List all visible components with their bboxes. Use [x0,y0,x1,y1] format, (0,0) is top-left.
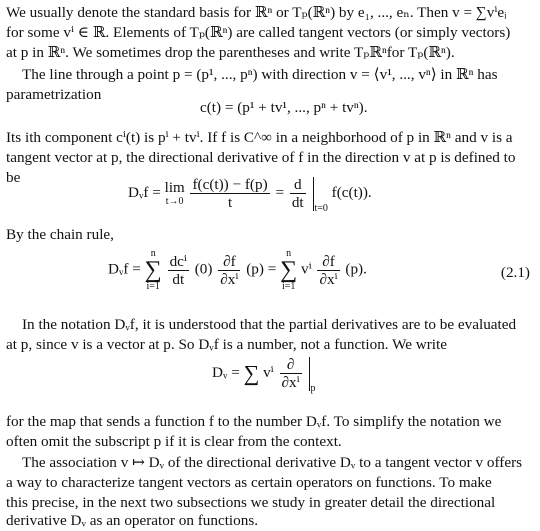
paragraph-5-line-2: often omit the subscript p if it is clear from the context. [6,433,342,450]
paragraph-3-line-2: tangent vector at p, the directional derivative of f in the direction v at p is defined to [6,149,516,166]
paragraph-2-line-1: The line through a point p = (p¹, ..., pⁿ) with direction v = ⟨v¹, ..., vⁿ⟩ in ℝⁿ has [22,66,498,83]
equation-chain-rule [108,248,367,292]
paragraph-5-line-1: for the map that sends a function f to the number Dᵥf. To simplify the notation we [6,413,502,430]
eval-at-p-equals: (p) = [246,260,277,278]
sum-upper-limit-2: n [286,248,292,259]
frac-dci: dcⁱ [169,252,187,270]
derivative-d: d [290,176,306,194]
sum-lower-limit: i=1 [146,281,160,292]
fraction-partial-2 [317,253,339,288]
partial-f-1: ∂f [218,253,240,271]
equals-sign: = [275,183,285,201]
sum-upper-limit: n [150,248,156,259]
limit-label: lim [164,180,185,196]
limit-operator [165,180,185,207]
paragraph-3-line-1: Its ith component cⁱ(t) is pⁱ + tvⁱ. If f is C^∞ in a neighborhood of p in ℝⁿ and v is a [6,129,513,146]
paragraph-1-line-1: We usually denote the standard basis for ℝⁿ or Tₚ(ℝⁿ) by e₁, ..., eₙ. Then v = ∑vⁱeᵢ [6,4,507,21]
sum-operator-2: n ∑ i=1 [280,248,298,292]
paragraph-6-line-4: derivative Dᵥ as an operator on functions. [6,512,259,529]
limit-subscript: t→0 [165,196,184,207]
derivative-dt: dt [291,194,304,211]
frac-dt: dt [172,270,185,288]
equation-number: (2.1) [500,264,530,281]
partial-top: ∂ [280,356,302,374]
eq-def-lhs: Dᵥf = [128,183,161,201]
sum-symbol: ∑ [243,360,260,386]
equation-operator-dv [212,356,315,399]
eval-at-zero: (0) [194,260,213,278]
fraction-partial-1 [218,253,240,288]
paragraph-6-line-2: a way to characterize tangent vectors as certain operators on functions. To make [6,474,492,491]
component-vi-dv: vⁱ [263,363,274,381]
partial-xi-1: ∂xⁱ [220,270,239,288]
eq-dv-lhs: Dᵥ = [212,363,240,381]
equation-line-parametrization: c(t) = (p¹ + tv¹, ..., pⁿ + tvⁿ). [200,99,368,116]
fraction-dci-dt [168,253,189,288]
chain-rule-text: By the chain rule, [6,226,114,243]
partial-f-2: ∂f [317,253,339,271]
equation-directional-derivative-definition [128,176,372,219]
eq-chain-lhs: Dᵥf = [108,260,141,278]
sum-lower-limit-2: i=1 [281,281,296,292]
component-vi: vⁱ [301,260,312,278]
eq-def-rhs: f(c(t)). [331,183,372,201]
paragraph-1-line-2: for some vⁱ ∈ ℝ. Elements of Tₚ(ℝⁿ) are called tangent vectors (or simply vectors) [6,24,511,41]
sum-operator-1: n ∑ i=1 [144,248,162,292]
paragraph-4-line-1: In the notation Dᵥf, it is understood that the partial derivatives are to be evaluated [22,316,517,333]
paragraph-1-line-3: at p in ℝⁿ. We sometimes drop the parentheses and write Tₚℝⁿfor Tₚ(ℝⁿ). [6,44,455,61]
difference-quotient [190,176,269,211]
evaluation-point-p: p [310,382,316,394]
partial-bottom: ∂xⁱ [281,374,300,391]
partial-xi-2: ∂xⁱ [319,270,338,288]
eq-chain-end: (p). [345,260,367,278]
paragraph-6-line-3: this precise, in the next two subsections we study in greater detail the directional [6,494,496,511]
difference-denominator: t [227,194,233,211]
difference-numerator: f(c(t)) − f(p) [192,176,268,193]
paragraph-4-line-2: at p, since v is a vector at p. So Dᵥf is a number, not a function. We write [6,336,447,353]
paragraph-2-line-2: parametrization [6,86,102,103]
evaluation-point: t=0 [314,202,328,214]
paragraph-6-line-1: The association v ↦ Dᵥ of the directional derivative Dᵥ to a tangent vector v offers [22,454,523,471]
fraction-partial-dv [280,356,302,391]
derivative-operator [290,176,306,211]
paragraph-3-line-3: be [6,169,21,186]
